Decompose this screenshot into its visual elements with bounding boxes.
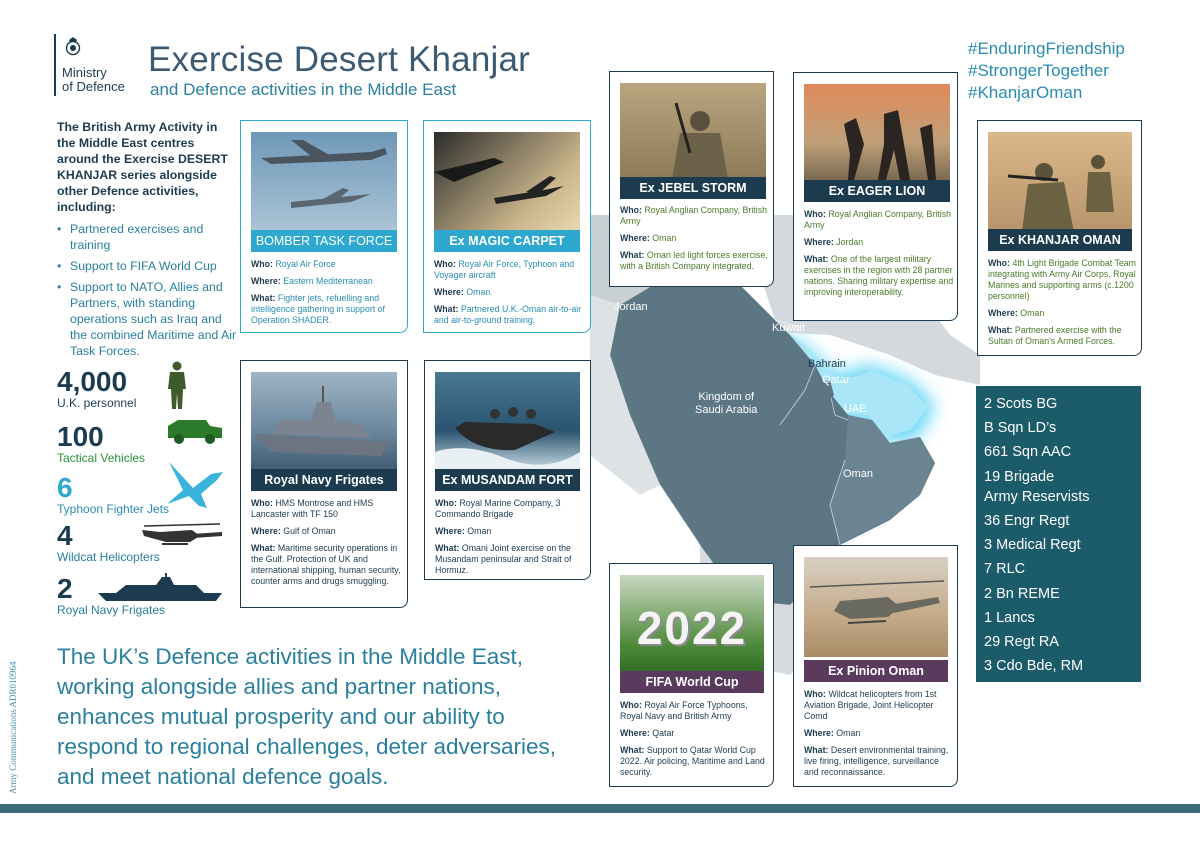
unit-item: 7 RLC: [984, 561, 1026, 578]
card-title: BOMBER TASK FORCE: [251, 230, 397, 252]
card-who: [251, 498, 403, 520]
card-khanjar-oman: [977, 120, 1142, 356]
where-label: Where:: [251, 276, 281, 286]
where-label: Where:: [251, 526, 281, 536]
card-who: [251, 259, 401, 270]
unit-item: 3 Cdo Bde, RM: [984, 658, 1084, 675]
bomber-photo: [251, 132, 397, 230]
card-body: [988, 258, 1136, 353]
what-label: What:: [620, 250, 645, 260]
stat-label: Royal Navy Frigates: [57, 603, 166, 617]
card-where: [620, 233, 770, 244]
unit-item: Army Reservists: [984, 488, 1090, 505]
who-value: HMS Montrose and HMS Lancaster with TF 150: [251, 498, 374, 519]
what-value: Desert environmental training, live firing, intelligence, surveillance and reconnaissance.: [804, 745, 949, 777]
hashtag: #StrongerTogether: [968, 61, 1109, 80]
footer-bar: [0, 804, 1200, 813]
what-value: Oman led light forces exercise, with a British Company integrated.: [620, 250, 768, 271]
card-who: [988, 258, 1136, 302]
stat-value: 2: [57, 573, 73, 604]
frigate-photo: [251, 372, 397, 472]
card-who: [434, 259, 584, 281]
what-label: What:: [434, 304, 459, 314]
stat-value: 4,000: [57, 366, 128, 397]
map-label-jordan: Jordan: [614, 301, 648, 313]
where-value: Oman: [836, 728, 861, 738]
card-what: [804, 254, 954, 298]
map-label-saudi-line2: Saudi Arabia: [695, 404, 758, 416]
map-label-kuwait: Kuwait: [772, 322, 806, 334]
fifa-photo: [620, 575, 764, 675]
card-what: [435, 543, 585, 576]
what-value: Omani Joint exercise on the Musandam peninsular and Strait of Hormuz.: [435, 543, 572, 575]
document-reference: Army Communications ADR010964: [8, 661, 18, 794]
card-royal-navy-frigates: [240, 360, 408, 608]
helicopter-photo-icon: [804, 557, 948, 657]
map-label-saudi: [695, 391, 757, 417]
closing-statement: The UK’s Defence activities in the Middle East, working alongside allies and partner nations, enhances mutual prosperity and our ability to respond to regional challenges, deter adversaries, and meet national defence goals.: [57, 644, 557, 789]
unit-item: 2 Bn REME: [984, 585, 1060, 602]
card-musandam-fort: [424, 360, 591, 580]
card-where: [251, 276, 401, 287]
where-value: Qatar: [652, 728, 675, 738]
card-magic-carpet: [423, 120, 591, 333]
card-who: [435, 498, 585, 520]
stat-personnel: [57, 366, 136, 410]
unit-item: 36 Engr Regt: [984, 513, 1070, 530]
eager-lion-photo: [804, 84, 950, 180]
unit-item: 2 Scots BG: [984, 396, 1058, 412]
card-body: [620, 700, 770, 784]
logo-divider: [54, 34, 56, 96]
card-eager-lion: [793, 72, 958, 321]
page-subtitle: and Defence activities in the Middle East: [150, 80, 457, 99]
card-where: [435, 526, 585, 537]
vehicle-icon: [166, 418, 224, 444]
units-panel: [976, 386, 1141, 682]
soldiers-silhouette-icon: [804, 84, 950, 180]
stat-value: 100: [57, 421, 104, 452]
aircraft-icon: [434, 132, 580, 230]
map-label-oman: Oman: [843, 468, 873, 480]
fifa-year-banner: 2022: [636, 602, 748, 654]
what-label: What:: [251, 543, 276, 553]
who-label: Who:: [804, 689, 826, 699]
what-value: Partnered U.K.-Oman air-to-air and air-to-ground training.: [434, 304, 582, 325]
card-title: Ex EAGER LION: [804, 180, 950, 202]
map-label-uae: UAE: [844, 403, 867, 415]
stat-jets: [57, 472, 169, 516]
card-body: [434, 259, 584, 332]
what-label: What:: [251, 293, 276, 303]
stat-label: Tactical Vehicles: [57, 451, 146, 465]
card-where: [804, 237, 954, 248]
where-value: Gulf of Oman: [283, 526, 336, 536]
what-label: What:: [804, 745, 829, 755]
card-who: [620, 700, 770, 722]
khanjar-oman-photo: [988, 132, 1132, 232]
who-value: Royal Anglian Company, British Army: [620, 205, 768, 226]
who-value: Royal Air Force, Typhoon and Voyager aircraft: [434, 259, 575, 280]
who-label: Who:: [251, 498, 273, 508]
card-title: Ex MUSANDAM FORT: [435, 469, 580, 491]
org-name-line1: Ministry: [62, 65, 107, 80]
stat-value: 4: [57, 520, 73, 551]
where-label: Where:: [804, 237, 834, 247]
card-what: [620, 250, 770, 272]
who-value: Royal Marine Company, 3 Commando Brigade: [435, 498, 561, 519]
stat-label: Wildcat Helicopters: [57, 550, 160, 564]
who-label: Who:: [988, 258, 1010, 268]
list-item: • Partnered exercises and training: [57, 221, 237, 253]
card-who: [804, 689, 954, 722]
where-value: Jordan: [836, 237, 864, 247]
card-what: [988, 325, 1136, 347]
card-title: FIFA World Cup: [620, 671, 764, 693]
who-value: Royal Anglian Company, British Army: [804, 209, 952, 230]
where-value: Oman: [466, 287, 491, 297]
unit-item: B Sqn LD’s: [984, 420, 1057, 437]
boat-icon: [435, 372, 580, 470]
org-name: [62, 66, 125, 94]
map-label-qatar: Qatar: [822, 374, 850, 386]
card-what: [620, 745, 770, 778]
what-label: What:: [620, 745, 645, 755]
hashtags: [968, 38, 1125, 104]
card-where: [251, 526, 403, 537]
unit-item: 19 Brigade: [984, 468, 1055, 485]
card-what: [251, 543, 403, 587]
who-value: 4th Light Brigade Combat Team integrating with Army Air Corps, Royal Marines and supporting arms (c.1200 personnel): [988, 258, 1136, 301]
card-title: Royal Navy Frigates: [251, 469, 397, 491]
what-label: What:: [804, 254, 829, 264]
card-fifa-world-cup: [609, 563, 774, 787]
pinion-photo: [804, 557, 948, 657]
card-bomber-task-force: [240, 120, 408, 333]
card-body: [435, 498, 585, 582]
who-label: Who:: [620, 205, 642, 215]
who-label: Who:: [251, 259, 273, 269]
card-body: [251, 259, 401, 332]
what-value: Maritime security operations in the Gulf. Protection of UK and international shipping, human security, counter arms and drugs smuggling.: [251, 543, 401, 586]
who-value: Royal Air Force: [275, 259, 336, 269]
who-value: Royal Air Force Typhoons, Royal Navy and British Army: [620, 700, 748, 721]
card-pinion-oman: [793, 545, 958, 787]
card-what: [804, 745, 954, 778]
card-title: Ex JEBEL STORM: [620, 177, 766, 199]
magic-carpet-photo: [434, 132, 580, 230]
intro-bullets: [57, 221, 237, 364]
card-where: [620, 728, 770, 739]
what-value: Support to Qatar World Cup 2022. Air policing, Maritime and Land security.: [620, 745, 765, 777]
warship-icon: [251, 372, 397, 472]
what-value: Fighter jets, refuelling and intelligence gathering in support of Operation SHADER.: [251, 293, 385, 325]
card-what: [434, 304, 584, 326]
org-name-line2: of Defence: [62, 79, 125, 94]
who-label: Who:: [804, 209, 826, 219]
crest-icon: [63, 36, 83, 58]
helicopter-icon: [140, 520, 224, 550]
hashtag: #EnduringFriendship: [968, 39, 1125, 58]
card-where: [988, 308, 1136, 319]
stat-value: 6: [57, 472, 73, 503]
unit-item: 1 Lancs: [984, 609, 1035, 626]
where-value: Oman: [1020, 308, 1045, 318]
soldiers-photo-icon: [988, 132, 1132, 232]
card-who: [804, 209, 954, 231]
card-title: Ex KHANJAR OMAN: [988, 229, 1132, 251]
unit-item: 29 Regt RA: [984, 634, 1059, 651]
hashtag: #KhanjarOman: [968, 83, 1083, 102]
intro-text: The British Army Activity in the Middle East centres around the Exercise DESERT KHANJAR series alongside other Defence activities, including:: [57, 120, 228, 214]
card-where: [434, 287, 584, 298]
card-where: [804, 728, 954, 739]
card-what: [251, 293, 401, 326]
what-label: What:: [435, 543, 460, 553]
where-value: Eastern Mediterranean: [283, 276, 373, 286]
list-item: • Support to NATO, Allies and Partners, with standing operations such as Iraq and the combined Maritime and Air Task Forces.: [57, 279, 237, 359]
who-label: Who:: [620, 700, 642, 710]
list-item: • Support to FIFA World Cup: [57, 258, 237, 274]
map-label-saudi-line1: Kingdom of: [698, 391, 755, 403]
where-label: Where:: [804, 728, 834, 738]
where-label: Where:: [988, 308, 1018, 318]
stat-label: Typhoon Fighter Jets: [57, 502, 170, 516]
what-value: One of the largest military exercises in the region with 28 partner nations. Sharing military expertise and improving interoperability.: [804, 254, 954, 297]
where-label: Where:: [435, 526, 465, 536]
stat-vehicles: [57, 421, 145, 465]
card-body: [251, 498, 403, 593]
musandam-photo: [435, 372, 580, 470]
who-label: Who:: [435, 498, 457, 508]
page-title: Exercise Desert Khanjar: [148, 40, 530, 79]
where-value: Oman: [652, 233, 677, 243]
mod-logo: [54, 34, 140, 98]
stat-label: U.K. personnel: [57, 396, 137, 410]
map-label-bahrain: Bahrain: [808, 358, 846, 370]
card-body: [804, 689, 954, 784]
card-who: [620, 205, 770, 227]
jebel-storm-photo: [620, 83, 766, 179]
card-body: [804, 209, 954, 304]
fighter-jet-icon: [163, 460, 225, 510]
unit-item: 661 Sqn AAC: [984, 444, 1072, 461]
bomber-aircraft-icon: [251, 132, 397, 230]
who-value: Wildcat helicopters from 1st Aviation Brigade, Joint Helicopter Comd: [804, 689, 937, 721]
what-value: Partnered exercise with the Sultan of Oman’s Armed Forces.: [988, 325, 1122, 346]
unit-item: 3 Medical Regt: [984, 537, 1081, 554]
card-title: Ex MAGIC CARPET: [434, 230, 580, 252]
card-title: Ex Pinion Oman: [804, 660, 948, 682]
where-value: Oman: [467, 526, 492, 536]
where-label: Where:: [620, 728, 650, 738]
soldier-icon: [166, 361, 188, 411]
what-label: What:: [988, 325, 1013, 335]
where-label: Where:: [620, 233, 650, 243]
card-body: [620, 205, 770, 278]
card-jebel-storm: [609, 71, 774, 287]
who-label: Who:: [434, 259, 456, 269]
soldier-photo-icon: [620, 83, 766, 179]
where-label: Where:: [434, 287, 464, 297]
frigate-icon: [96, 573, 224, 603]
